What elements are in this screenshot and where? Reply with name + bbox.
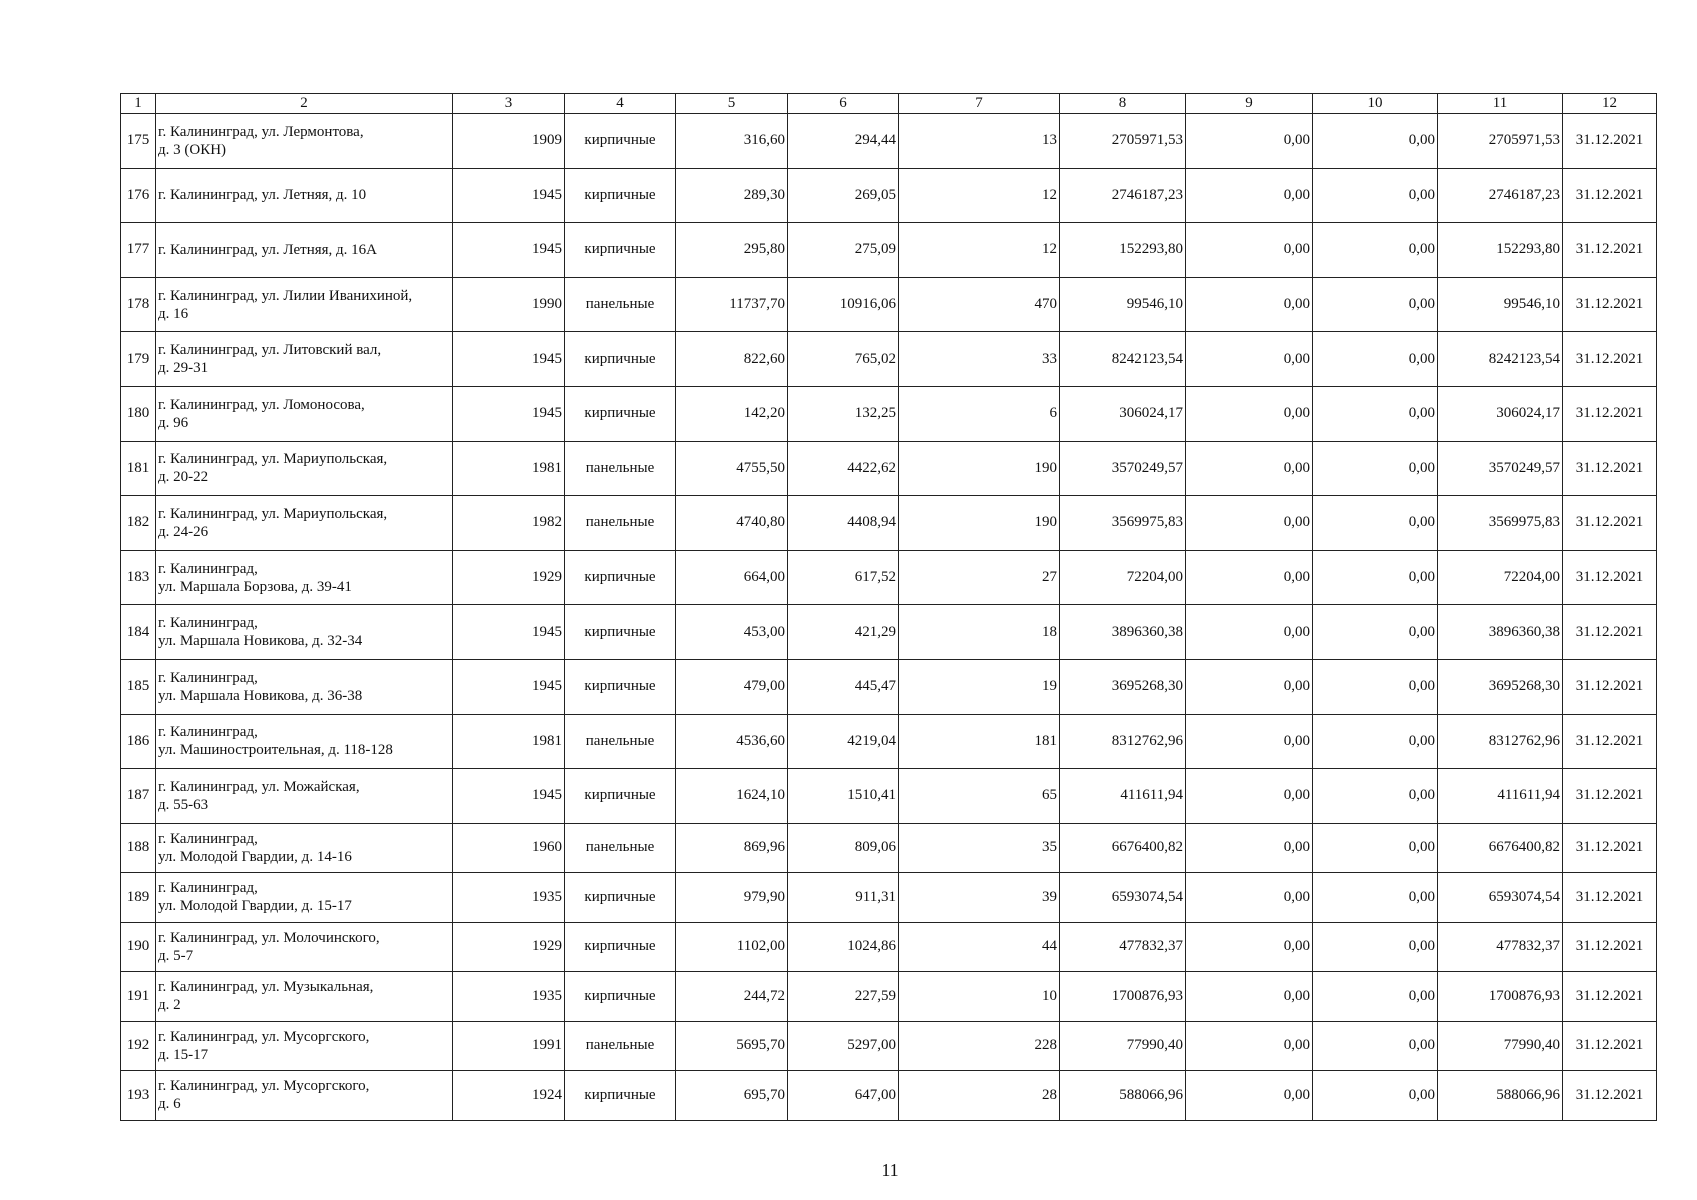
address-cell (156, 114, 453, 169)
address-cell (156, 922, 453, 972)
value-cell-6: 4408,94 (788, 496, 899, 551)
address-line-2: ул. Молодой Гвардии, д. 15-17 (158, 898, 352, 915)
wall-material-cell: кирпичные (565, 386, 676, 441)
value-cell-11: 3569975,83 (1438, 496, 1563, 551)
address-line-2: д. 29-31 (158, 360, 209, 377)
value-cell-5: 664,00 (676, 550, 788, 605)
address-cell (156, 441, 453, 496)
value-cell-9: 0,00 (1186, 332, 1313, 387)
address-cell (156, 496, 453, 551)
year-cell: 1945 (453, 659, 565, 714)
value-cell-7: 33 (899, 332, 1060, 387)
date-cell: 31.12.2021 (1563, 769, 1657, 824)
value-cell-8: 2746187,23 (1060, 168, 1186, 223)
value-cell-8: 6593074,54 (1060, 873, 1186, 923)
row-number-cell: 188 (121, 823, 156, 873)
address-line-1: г. Калининград, (158, 830, 258, 847)
row-number-cell: 191 (121, 972, 156, 1022)
value-cell-10: 0,00 (1313, 972, 1438, 1022)
address-line-2: ул. Маршала Борзова, д. 39-41 (158, 578, 352, 595)
value-cell-6: 269,05 (788, 168, 899, 223)
date-cell: 31.12.2021 (1563, 714, 1657, 769)
address-line-1: г. Калининград, (158, 724, 258, 741)
date-cell: 31.12.2021 (1563, 1021, 1657, 1071)
column-header: 5 (676, 94, 788, 114)
table-row (121, 922, 1657, 972)
value-cell-6: 275,09 (788, 223, 899, 278)
value-cell-5: 295,80 (676, 223, 788, 278)
date-cell: 31.12.2021 (1563, 823, 1657, 873)
address-line-1: г. Калининград, ул. Мариупольская, (158, 505, 388, 522)
value-cell-8: 3570249,57 (1060, 441, 1186, 496)
value-cell-10: 0,00 (1313, 714, 1438, 769)
table-row (121, 386, 1657, 441)
page-number: 11 (881, 1160, 899, 1180)
address-line-1: г. Калининград, ул. Можайская, (158, 778, 360, 795)
table-row (121, 277, 1657, 332)
address-line-2: д. 2 (158, 997, 181, 1014)
value-cell-8: 588066,96 (1060, 1071, 1186, 1121)
value-cell-8: 411611,94 (1060, 769, 1186, 824)
value-cell-5: 695,70 (676, 1071, 788, 1121)
row-number-cell: 176 (121, 168, 156, 223)
value-cell-6: 5297,00 (788, 1021, 899, 1071)
column-header: 6 (788, 94, 899, 114)
value-cell-7: 12 (899, 168, 1060, 223)
value-cell-5: 1624,10 (676, 769, 788, 824)
address-line-2: ул. Маршала Новикова, д. 32-34 (158, 633, 363, 650)
value-cell-7: 181 (899, 714, 1060, 769)
value-cell-5: 244,72 (676, 972, 788, 1022)
column-header: 9 (1186, 94, 1313, 114)
address-line-2: ул. Молодой Гвардии, д. 14-16 (158, 848, 352, 865)
wall-material-cell: панельные (565, 441, 676, 496)
value-cell-5: 316,60 (676, 114, 788, 169)
address-cell (156, 332, 453, 387)
row-number-cell: 186 (121, 714, 156, 769)
column-header: 7 (899, 94, 1060, 114)
value-cell-6: 647,00 (788, 1071, 899, 1121)
table-row (121, 873, 1657, 923)
value-cell-7: 6 (899, 386, 1060, 441)
table-row (121, 769, 1657, 824)
value-cell-11: 3695268,30 (1438, 659, 1563, 714)
year-cell: 1909 (453, 114, 565, 169)
value-cell-7: 39 (899, 873, 1060, 923)
wall-material-cell: панельные (565, 823, 676, 873)
value-cell-9: 0,00 (1186, 223, 1313, 278)
wall-material-cell: панельные (565, 1021, 676, 1071)
table-row (121, 168, 1657, 223)
value-cell-10: 0,00 (1313, 873, 1438, 923)
value-cell-9: 0,00 (1186, 496, 1313, 551)
value-cell-6: 1510,41 (788, 769, 899, 824)
year-cell: 1929 (453, 550, 565, 605)
value-cell-10: 0,00 (1313, 223, 1438, 278)
address-line-1: г. Калининград, (158, 669, 258, 686)
value-cell-9: 0,00 (1186, 823, 1313, 873)
value-cell-10: 0,00 (1313, 1021, 1438, 1071)
year-cell: 1924 (453, 1071, 565, 1121)
table-row (121, 1021, 1657, 1071)
column-number-row (121, 94, 1657, 114)
date-cell: 31.12.2021 (1563, 168, 1657, 223)
value-cell-7: 190 (899, 496, 1060, 551)
date-cell: 31.12.2021 (1563, 277, 1657, 332)
row-number-cell: 180 (121, 386, 156, 441)
value-cell-6: 10916,06 (788, 277, 899, 332)
value-cell-9: 0,00 (1186, 769, 1313, 824)
row-number-cell: 178 (121, 277, 156, 332)
column-header: 8 (1060, 94, 1186, 114)
year-cell: 1982 (453, 496, 565, 551)
value-cell-7: 12 (899, 223, 1060, 278)
value-cell-9: 0,00 (1186, 922, 1313, 972)
value-cell-7: 35 (899, 823, 1060, 873)
column-header: 4 (565, 94, 676, 114)
value-cell-7: 27 (899, 550, 1060, 605)
address-line-2: д. 3 (ОКН) (158, 141, 227, 158)
address-line-2: ул. Маршала Новикова, д. 36-38 (158, 687, 363, 704)
year-cell: 1935 (453, 873, 565, 923)
address-cell (156, 550, 453, 605)
address-cell (156, 168, 453, 223)
value-cell-9: 0,00 (1186, 441, 1313, 496)
value-cell-10: 0,00 (1313, 441, 1438, 496)
year-cell: 1991 (453, 1021, 565, 1071)
value-cell-10: 0,00 (1313, 769, 1438, 824)
wall-material-cell: кирпичные (565, 873, 676, 923)
address-line-2: д. 15-17 (158, 1046, 209, 1063)
value-cell-10: 0,00 (1313, 922, 1438, 972)
value-cell-6: 911,31 (788, 873, 899, 923)
date-cell: 31.12.2021 (1563, 496, 1657, 551)
date-cell: 31.12.2021 (1563, 659, 1657, 714)
wall-material-cell: кирпичные (565, 223, 676, 278)
address-cell (156, 605, 453, 660)
value-cell-6: 617,52 (788, 550, 899, 605)
date-cell: 31.12.2021 (1563, 386, 1657, 441)
year-cell: 1945 (453, 168, 565, 223)
value-cell-7: 65 (899, 769, 1060, 824)
value-cell-5: 453,00 (676, 605, 788, 660)
date-cell: 31.12.2021 (1563, 922, 1657, 972)
row-number-cell: 189 (121, 873, 156, 923)
value-cell-8: 2705971,53 (1060, 114, 1186, 169)
value-cell-11: 3896360,38 (1438, 605, 1563, 660)
column-header: 3 (453, 94, 565, 114)
value-cell-6: 4219,04 (788, 714, 899, 769)
address-line-2: д. 96 (158, 414, 189, 431)
wall-material-cell: панельные (565, 277, 676, 332)
value-cell-8: 306024,17 (1060, 386, 1186, 441)
value-cell-11: 3570249,57 (1438, 441, 1563, 496)
value-cell-7: 44 (899, 922, 1060, 972)
value-cell-8: 3896360,38 (1060, 605, 1186, 660)
value-cell-5: 5695,70 (676, 1021, 788, 1071)
table-row (121, 332, 1657, 387)
value-cell-5: 4755,50 (676, 441, 788, 496)
address-line-2: д. 24-26 (158, 523, 209, 540)
address-line-1: г. Калининград, ул. Музыкальная, (158, 979, 374, 996)
value-cell-9: 0,00 (1186, 1021, 1313, 1071)
table-body (121, 114, 1657, 1121)
address-line-1: г. Калининград, (158, 880, 258, 897)
date-cell: 31.12.2021 (1563, 550, 1657, 605)
value-cell-9: 0,00 (1186, 605, 1313, 660)
value-cell-5: 11737,70 (676, 277, 788, 332)
value-cell-9: 0,00 (1186, 114, 1313, 169)
value-cell-9: 0,00 (1186, 277, 1313, 332)
row-number-cell: 184 (121, 605, 156, 660)
table-row (121, 550, 1657, 605)
value-cell-8: 8312762,96 (1060, 714, 1186, 769)
value-cell-9: 0,00 (1186, 386, 1313, 441)
value-cell-6: 227,59 (788, 972, 899, 1022)
value-cell-9: 0,00 (1186, 972, 1313, 1022)
value-cell-5: 142,20 (676, 386, 788, 441)
address-cell (156, 769, 453, 824)
value-cell-11: 1700876,93 (1438, 972, 1563, 1022)
value-cell-10: 0,00 (1313, 332, 1438, 387)
row-number-cell: 182 (121, 496, 156, 551)
address-cell (156, 386, 453, 441)
date-cell: 31.12.2021 (1563, 441, 1657, 496)
row-number-cell: 187 (121, 769, 156, 824)
wall-material-cell: кирпичные (565, 922, 676, 972)
value-cell-8: 1700876,93 (1060, 972, 1186, 1022)
year-cell: 1945 (453, 386, 565, 441)
value-cell-5: 479,00 (676, 659, 788, 714)
value-cell-7: 28 (899, 1071, 1060, 1121)
value-cell-10: 0,00 (1313, 823, 1438, 873)
table-row (121, 496, 1657, 551)
value-cell-8: 152293,80 (1060, 223, 1186, 278)
wall-material-cell: кирпичные (565, 972, 676, 1022)
row-number-cell: 175 (121, 114, 156, 169)
address-line-1: г. Калининград, ул. Молочинского, (158, 929, 380, 946)
address-cell (156, 714, 453, 769)
value-cell-5: 979,90 (676, 873, 788, 923)
value-cell-11: 306024,17 (1438, 386, 1563, 441)
address-line-1: г. Калининград, ул. Лермонтова, (158, 123, 364, 140)
value-cell-5: 4536,60 (676, 714, 788, 769)
row-number-cell: 190 (121, 922, 156, 972)
value-cell-11: 6676400,82 (1438, 823, 1563, 873)
value-cell-5: 1102,00 (676, 922, 788, 972)
value-cell-8: 72204,00 (1060, 550, 1186, 605)
year-cell: 1990 (453, 277, 565, 332)
value-cell-7: 10 (899, 972, 1060, 1022)
table-row (121, 114, 1657, 169)
wall-material-cell: кирпичные (565, 332, 676, 387)
column-header: 12 (1563, 94, 1657, 114)
column-header: 1 (121, 94, 156, 114)
table-row (121, 223, 1657, 278)
date-cell: 31.12.2021 (1563, 1071, 1657, 1121)
value-cell-11: 2705971,53 (1438, 114, 1563, 169)
table-row (121, 441, 1657, 496)
date-cell: 31.12.2021 (1563, 114, 1657, 169)
value-cell-8: 3695268,30 (1060, 659, 1186, 714)
address-cell (156, 972, 453, 1022)
column-header: 11 (1438, 94, 1563, 114)
row-number-cell: 185 (121, 659, 156, 714)
wall-material-cell: кирпичные (565, 769, 676, 824)
column-header: 10 (1313, 94, 1438, 114)
address-line-1: г. Калининград, ул. Ломоносова, (158, 396, 365, 413)
address-cell (156, 659, 453, 714)
date-cell: 31.12.2021 (1563, 223, 1657, 278)
value-cell-8: 77990,40 (1060, 1021, 1186, 1071)
value-cell-10: 0,00 (1313, 550, 1438, 605)
value-cell-8: 8242123,54 (1060, 332, 1186, 387)
value-cell-5: 4740,80 (676, 496, 788, 551)
address-line-2: д. 16 (158, 305, 189, 322)
value-cell-8: 6676400,82 (1060, 823, 1186, 873)
value-cell-6: 4422,62 (788, 441, 899, 496)
value-cell-7: 18 (899, 605, 1060, 660)
address-cell (156, 1021, 453, 1071)
address-line-1: г. Калининград, ул. Мариупольская, (158, 451, 388, 468)
wall-material-cell: кирпичные (565, 550, 676, 605)
address-line-2: д. 5-7 (158, 947, 194, 964)
value-cell-10: 0,00 (1313, 496, 1438, 551)
value-cell-10: 0,00 (1313, 386, 1438, 441)
value-cell-11: 72204,00 (1438, 550, 1563, 605)
value-cell-8: 3569975,83 (1060, 496, 1186, 551)
year-cell: 1981 (453, 441, 565, 496)
value-cell-9: 0,00 (1186, 550, 1313, 605)
value-cell-10: 0,00 (1313, 659, 1438, 714)
address-line-1: г. Калининград, ул. Летняя, д. 10 (158, 187, 367, 204)
address-line-2: д. 20-22 (158, 469, 209, 486)
value-cell-7: 13 (899, 114, 1060, 169)
date-cell: 31.12.2021 (1563, 332, 1657, 387)
table-row (121, 714, 1657, 769)
value-cell-11: 8242123,54 (1438, 332, 1563, 387)
address-line-1: г. Калининград, (158, 560, 258, 577)
address-cell (156, 823, 453, 873)
row-number-cell: 183 (121, 550, 156, 605)
value-cell-11: 77990,40 (1438, 1021, 1563, 1071)
wall-material-cell: кирпичные (565, 605, 676, 660)
table-row (121, 659, 1657, 714)
wall-material-cell: панельные (565, 714, 676, 769)
table-row (121, 605, 1657, 660)
table-row (121, 1071, 1657, 1121)
value-cell-11: 8312762,96 (1438, 714, 1563, 769)
value-cell-11: 99546,10 (1438, 277, 1563, 332)
value-cell-7: 19 (899, 659, 1060, 714)
value-cell-11: 2746187,23 (1438, 168, 1563, 223)
value-cell-6: 809,06 (788, 823, 899, 873)
year-cell: 1960 (453, 823, 565, 873)
value-cell-9: 0,00 (1186, 873, 1313, 923)
address-line-2: д. 55-63 (158, 796, 209, 813)
row-number-cell: 177 (121, 223, 156, 278)
value-cell-5: 289,30 (676, 168, 788, 223)
value-cell-9: 0,00 (1186, 168, 1313, 223)
value-cell-9: 0,00 (1186, 1071, 1313, 1121)
value-cell-10: 0,00 (1313, 1071, 1438, 1121)
address-cell (156, 223, 453, 278)
value-cell-5: 822,60 (676, 332, 788, 387)
column-header: 2 (156, 94, 453, 114)
date-cell: 31.12.2021 (1563, 605, 1657, 660)
value-cell-6: 132,25 (788, 386, 899, 441)
address-line-1: г. Калининград, ул. Мусоргского, (158, 1028, 370, 1045)
address-line-1: г. Калининград, ул. Литовский вал, (158, 342, 382, 359)
year-cell: 1981 (453, 714, 565, 769)
year-cell: 1935 (453, 972, 565, 1022)
address-line-1: г. Калининград, (158, 615, 258, 632)
address-line-1: г. Калининград, ул. Летняя, д. 16А (158, 241, 377, 258)
wall-material-cell: кирпичные (565, 1071, 676, 1121)
address-line-2: д. 6 (158, 1096, 181, 1113)
year-cell: 1945 (453, 769, 565, 824)
address-line-2: ул. Машиностроительная, д. 118-128 (158, 742, 393, 759)
row-number-cell: 192 (121, 1021, 156, 1071)
date-cell: 31.12.2021 (1563, 972, 1657, 1022)
value-cell-10: 0,00 (1313, 168, 1438, 223)
value-cell-6: 294,44 (788, 114, 899, 169)
value-cell-7: 190 (899, 441, 1060, 496)
wall-material-cell: кирпичные (565, 659, 676, 714)
address-line-1: г. Калининград, ул. Мусоргского, (158, 1078, 370, 1095)
value-cell-6: 765,02 (788, 332, 899, 387)
year-cell: 1945 (453, 605, 565, 660)
value-cell-11: 588066,96 (1438, 1071, 1563, 1121)
value-cell-10: 0,00 (1313, 114, 1438, 169)
address-cell (156, 277, 453, 332)
value-cell-6: 1024,86 (788, 922, 899, 972)
year-cell: 1945 (453, 332, 565, 387)
value-cell-9: 0,00 (1186, 714, 1313, 769)
table-row (121, 972, 1657, 1022)
value-cell-11: 152293,80 (1438, 223, 1563, 278)
value-cell-11: 6593074,54 (1438, 873, 1563, 923)
value-cell-7: 470 (899, 277, 1060, 332)
wall-material-cell: кирпичные (565, 114, 676, 169)
year-cell: 1945 (453, 223, 565, 278)
value-cell-11: 411611,94 (1438, 769, 1563, 824)
date-cell: 31.12.2021 (1563, 873, 1657, 923)
value-cell-7: 228 (899, 1021, 1060, 1071)
row-number-cell: 181 (121, 441, 156, 496)
value-cell-6: 421,29 (788, 605, 899, 660)
value-cell-8: 99546,10 (1060, 277, 1186, 332)
housing-register-table (120, 93, 1657, 1121)
value-cell-5: 869,96 (676, 823, 788, 873)
value-cell-6: 445,47 (788, 659, 899, 714)
wall-material-cell: кирпичные (565, 168, 676, 223)
value-cell-8: 477832,37 (1060, 922, 1186, 972)
address-cell (156, 1071, 453, 1121)
value-cell-9: 0,00 (1186, 659, 1313, 714)
value-cell-10: 0,00 (1313, 605, 1438, 660)
row-number-cell: 179 (121, 332, 156, 387)
table-row (121, 823, 1657, 873)
value-cell-11: 477832,37 (1438, 922, 1563, 972)
row-number-cell: 193 (121, 1071, 156, 1121)
address-cell (156, 873, 453, 923)
value-cell-10: 0,00 (1313, 277, 1438, 332)
wall-material-cell: панельные (565, 496, 676, 551)
year-cell: 1929 (453, 922, 565, 972)
address-line-1: г. Калининград, ул. Лилии Иванихиной, (158, 287, 413, 304)
